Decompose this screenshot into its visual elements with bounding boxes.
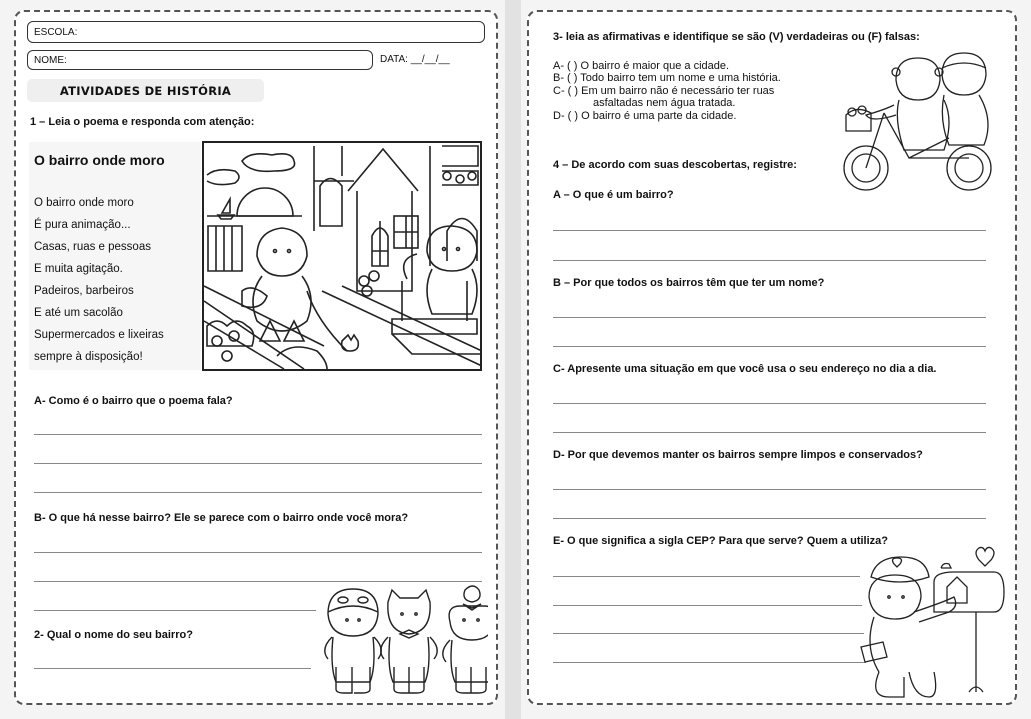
statement-c-continued: asfaltadas nem água tratada.	[593, 97, 736, 109]
page-title: ATIVIDADES DE HISTÓRIA	[27, 79, 264, 102]
date-field[interactable]: DATA: __/__/__	[380, 54, 450, 65]
answer-line[interactable]	[553, 662, 866, 663]
worksheet-page-right	[527, 10, 1017, 705]
question-4d: D- Por que devemos manter os bairros sempre limpos e conservados?	[553, 449, 923, 461]
answer-line[interactable]	[34, 668, 311, 669]
answer-line[interactable]	[553, 260, 986, 261]
question-4b: B – Por que todos os bairros têm que ter um nome?	[553, 277, 825, 289]
answer-line[interactable]	[34, 434, 482, 435]
answer-line[interactable]	[553, 432, 986, 433]
poem-line: É pura animação...	[34, 219, 131, 231]
worksheet-page-left	[14, 10, 498, 705]
mailbox-illustration	[859, 542, 1009, 702]
answer-line[interactable]	[34, 610, 316, 611]
statement-a: A- ( ) O bairro é maior que a cidade.	[553, 60, 730, 72]
question-4e: E- O que significa a sigla CEP? Para que serve? Quem a utiliza?	[553, 535, 888, 547]
answer-line[interactable]	[553, 317, 986, 318]
answer-line[interactable]	[553, 346, 986, 347]
bicycle-illustration	[834, 50, 1004, 198]
answer-line[interactable]	[553, 576, 860, 577]
poem-title: O bairro onde moro	[34, 152, 165, 168]
answer-line[interactable]	[34, 492, 482, 493]
question-4: 4 – De acordo com suas descobertas, registre:	[553, 159, 797, 171]
answer-line[interactable]	[553, 489, 986, 490]
poem-line: Casas, ruas e pessoas	[34, 241, 151, 253]
page-divider	[505, 0, 521, 719]
poem-line: Padeiros, barbeiros	[34, 285, 134, 297]
answer-line[interactable]	[553, 403, 986, 404]
question-4a: A – O que é um bairro?	[553, 189, 674, 201]
poem-line: E muita agitação.	[34, 263, 123, 275]
name-label: NOME:	[34, 54, 67, 66]
poem-line: O bairro onde moro	[34, 197, 134, 209]
poem-line: Supermercados e lixeiras	[34, 329, 164, 341]
poem-line: E até um sacolão	[34, 307, 123, 319]
poem-line: sempre à disposição!	[34, 351, 143, 363]
question-3: 3- leia as afirmativas e identifique se são (V) verdadeiras ou (F) falsas:	[553, 31, 920, 43]
question-4c: C- Apresente uma situação em que você usa o seu endereço no dia a dia.	[553, 363, 937, 375]
question-1-instruction: 1 – Leia o poema e responda com atenção:	[30, 116, 255, 128]
statement-d: D- ( ) O bairro é uma parte da cidade.	[553, 110, 737, 122]
statement-c: C- ( ) Em um bairro não é necessário ter ruas	[553, 85, 775, 97]
question-2: 2- Qual o nome do seu bairro?	[34, 629, 193, 641]
answer-line[interactable]	[34, 552, 482, 553]
answer-line[interactable]	[553, 518, 986, 519]
neighborhood-illustration	[202, 141, 482, 371]
school-label: ESCOLA:	[34, 26, 78, 38]
bears-illustration	[318, 582, 488, 697]
answer-line[interactable]	[553, 633, 864, 634]
school-field[interactable]	[27, 21, 485, 43]
question-a: A- Como é o bairro que o poema fala?	[34, 395, 233, 407]
statement-b: B- ( ) Todo bairro tem um nome e uma história.	[553, 72, 781, 84]
name-field[interactable]	[27, 50, 373, 70]
answer-line[interactable]	[34, 463, 482, 464]
answer-line[interactable]	[553, 605, 862, 606]
answer-line[interactable]	[553, 230, 986, 231]
question-b: B- O que há nesse bairro? Ele se parece com o bairro onde você mora?	[34, 512, 409, 524]
